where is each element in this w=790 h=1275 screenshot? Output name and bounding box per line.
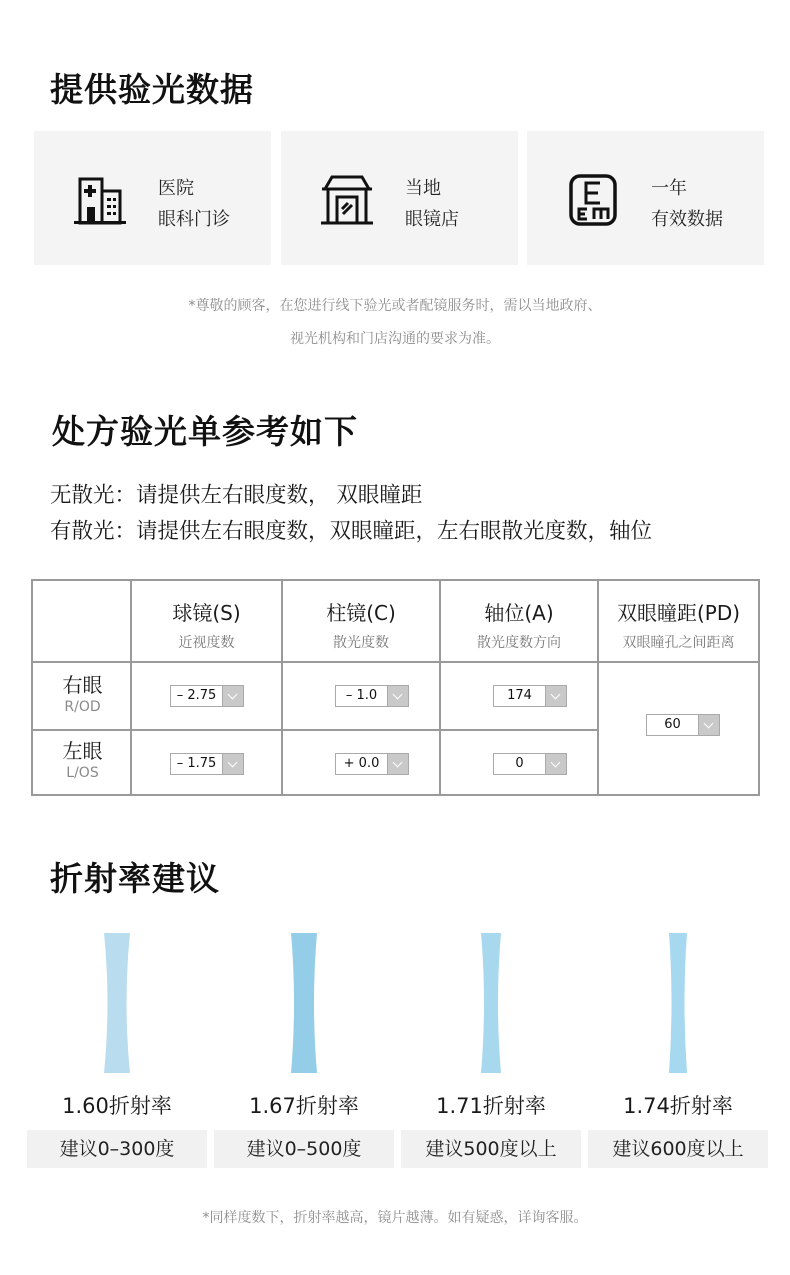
- hospital-card: [34, 131, 271, 265]
- service-note-line1: *尊敬的顾客，在您进行线下验光或者配镜服务时，需以当地政府、: [188, 298, 602, 314]
- suggestion-1-71: 建议500度以上: [401, 1130, 581, 1168]
- chevron-down-icon: [698, 715, 719, 735]
- rate-1-71: 1.71折射率: [436, 1094, 546, 1118]
- shop-line2: 眼镜店: [405, 209, 459, 230]
- hospital-line1: 医院: [158, 178, 194, 199]
- left-axis-select[interactable]: 0: [493, 753, 567, 775]
- right-axis-select[interactable]: 174: [493, 685, 567, 707]
- row-left-eye: 左眼 L/OS: [62, 739, 103, 781]
- header-pd: 双眼瞳距(PD) 双眼瞳孔之间距离: [616, 601, 741, 651]
- lens-1-60-icon: [104, 933, 130, 1073]
- astigmatism-label: 有散光：: [50, 519, 137, 544]
- lens-1-67-icon: [291, 933, 317, 1073]
- service-note-line2: 视光机构和门店沟通的要求为准。: [290, 331, 500, 347]
- chevron-down-icon: [545, 686, 566, 706]
- row-right-eye: 右眼 R/OD: [62, 673, 103, 715]
- suggestion-1-60: 建议0–300度: [27, 1130, 207, 1168]
- eye-chart-icon: [565, 173, 621, 227]
- left-cylinder-select[interactable]: + 0.0: [335, 753, 409, 775]
- shop-line1: 当地: [405, 178, 441, 199]
- header-axis: 轴位(A) 散光度数方向: [477, 601, 561, 651]
- refraction-note: *同样度数下，折射率越高，镜片越薄。如有疑惑，详询客服。: [202, 1210, 588, 1226]
- no-astigmatism-requirement: [50, 478, 422, 509]
- chevron-down-icon: [387, 754, 408, 774]
- astigmatism-text: 请提供左右眼度数，双眼瞳距，左右眼散光度数，轴位: [136, 519, 653, 544]
- suggestion-1-67: 建议0–500度: [214, 1130, 394, 1168]
- left-sphere-select[interactable]: – 1.75: [170, 753, 244, 775]
- hospital-line2: 眼科门诊: [158, 209, 230, 230]
- prescription-table: [31, 579, 760, 796]
- suggestion-1-74: 建议600度以上: [588, 1130, 768, 1168]
- pd-select[interactable]: 60: [646, 714, 720, 736]
- optical-shop-card: [281, 131, 518, 265]
- validity-line2: 有效数据: [651, 209, 723, 230]
- validity-line1: 一年: [651, 178, 687, 199]
- chevron-down-icon: [387, 686, 408, 706]
- header-cylinder: 柱镜(C) 散光度数: [326, 601, 396, 651]
- lens-1-74-icon: [665, 933, 691, 1073]
- no-astigmatism-text: 请提供左右眼度数， 双眼瞳距: [136, 483, 423, 508]
- chevron-down-icon: [222, 754, 243, 774]
- header-sphere: 球镜(S) 近视度数: [172, 601, 241, 651]
- right-sphere-select[interactable]: – 2.75: [170, 685, 244, 707]
- no-astigmatism-label: 无散光：: [50, 483, 137, 508]
- rate-1-74: 1.74折射率: [623, 1094, 733, 1118]
- chevron-down-icon: [222, 686, 243, 706]
- rate-1-60: 1.60折射率: [62, 1094, 172, 1118]
- prescription-title: 处方验光单参考如下: [52, 412, 358, 451]
- validity-card: [527, 131, 764, 265]
- astigmatism-requirement: [50, 514, 652, 545]
- source-title: 提供验光数据: [50, 70, 254, 109]
- rate-1-67: 1.67折射率: [249, 1094, 359, 1118]
- chevron-down-icon: [545, 754, 566, 774]
- lens-1-71-icon: [478, 933, 504, 1073]
- refraction-title: 折射率建议: [50, 859, 220, 898]
- storefront-icon: [319, 173, 375, 227]
- right-cylinder-select[interactable]: – 1.0: [335, 685, 409, 707]
- hospital-icon: [72, 173, 128, 227]
